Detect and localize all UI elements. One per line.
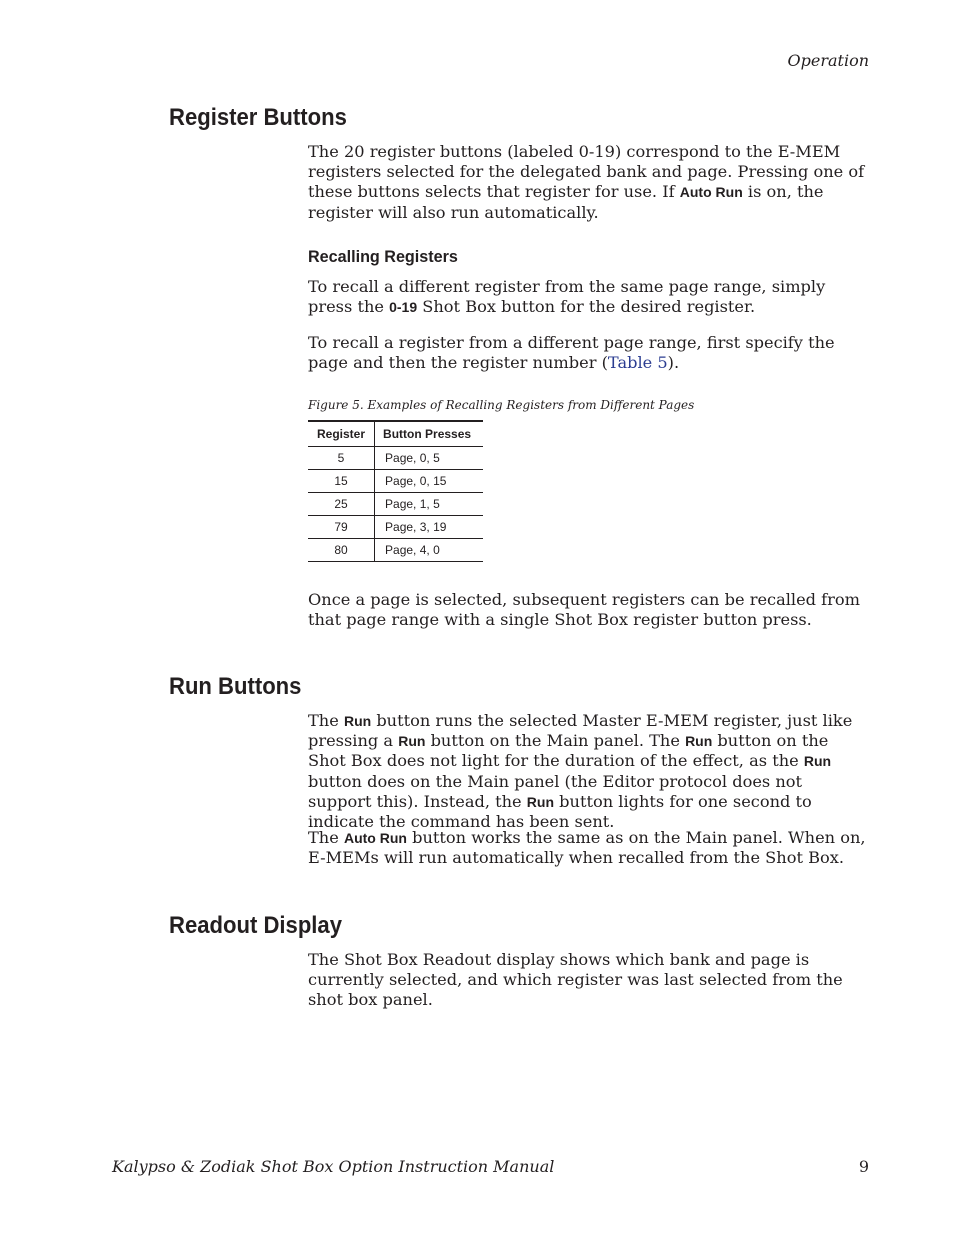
heading-register-buttons: Register Buttons: [169, 104, 347, 131]
table-row: [308, 516, 483, 539]
keyword-0-19: 0-19: [389, 299, 418, 316]
column-header-button-presses: Button Presses: [375, 421, 484, 447]
cell-register: 80: [308, 539, 375, 562]
cell-register: 25: [308, 493, 375, 516]
paragraph-run-button: The Run button runs the selected Master E-MEM register, just like pressing a Run button on the Main panel. The Run button on the Shot Box does not light for the duration of the effect, as the Run button does on the Main panel (the Editor protocol does not support this). Instead, the Run button lights for one second to indicate the command has been sent.: [308, 711, 853, 832]
footer-manual-title: Kalypso & Zodiak Shot Box Option Instruction Manual: [112, 1157, 555, 1176]
keyword-run: Run: [398, 733, 426, 750]
column-header-register: Register: [308, 421, 375, 447]
table-5-link[interactable]: Table 5: [607, 353, 668, 373]
paragraph-subsequent-registers: Once a page is selected, subsequent registers can be recalled from that page range with a single Shot Box register button press.: [308, 590, 861, 630]
heading-readout-display: Readout Display: [169, 912, 343, 939]
cell-register: 79: [308, 516, 375, 539]
keyword-run: Run: [803, 753, 832, 770]
register-table: [308, 420, 483, 562]
cell-button-presses: Page, 0, 15: [375, 470, 484, 493]
paragraph-register-buttons: The 20 register buttons (labeled 0-19) correspond to the E-MEM registers selected for the delegated bank and page. Pressing one of these buttons selects that register for use. If Auto Run is on, the register will also run automatically.: [308, 142, 865, 222]
keyword-auto-run: Auto Run: [679, 184, 743, 201]
table-row: [308, 539, 483, 562]
table-row: [308, 470, 483, 493]
keyword-run: Run: [685, 733, 713, 750]
cell-button-presses: Page, 1, 5: [375, 493, 484, 516]
paragraph-auto-run-button: The Auto Run button works the same as on the Main panel. When on, E-MEMs will run automatically when recalled from the Shot Box.: [308, 828, 866, 868]
paragraph-recall-different-page: To recall a register from a different page range, first specify the page and then the register number (Table 5).: [308, 333, 835, 373]
cell-button-presses: Page, 3, 19: [375, 516, 484, 539]
heading-recalling-registers: Recalling Registers: [308, 247, 458, 266]
running-header: Operation: [787, 51, 869, 70]
cell-button-presses: Page, 4, 0: [375, 539, 484, 562]
paragraph-readout-display: The Shot Box Readout display shows which bank and page is currently selected, and which register was last selected from the shot box panel.: [308, 950, 843, 1010]
figure-caption: Figure 5. Examples of Recalling Registers from Different Pages: [308, 398, 695, 412]
cell-register: 5: [308, 447, 375, 470]
paragraph-recall-same-page: To recall a different register from the same page range, simply press the 0-19 Shot Box button for the desired register.: [308, 277, 826, 317]
keyword-run: Run: [343, 713, 372, 729]
table-row: [308, 493, 483, 516]
page-number: 9: [858, 1157, 869, 1176]
table-header-row: [308, 421, 483, 447]
cell-button-presses: Page, 0, 5: [375, 447, 484, 470]
cell-register: 15: [308, 470, 375, 493]
keyword-auto-run: Auto Run: [343, 830, 407, 846]
heading-run-buttons: Run Buttons: [169, 673, 302, 700]
keyword-run: Run: [526, 793, 555, 810]
table-row: [308, 447, 483, 470]
